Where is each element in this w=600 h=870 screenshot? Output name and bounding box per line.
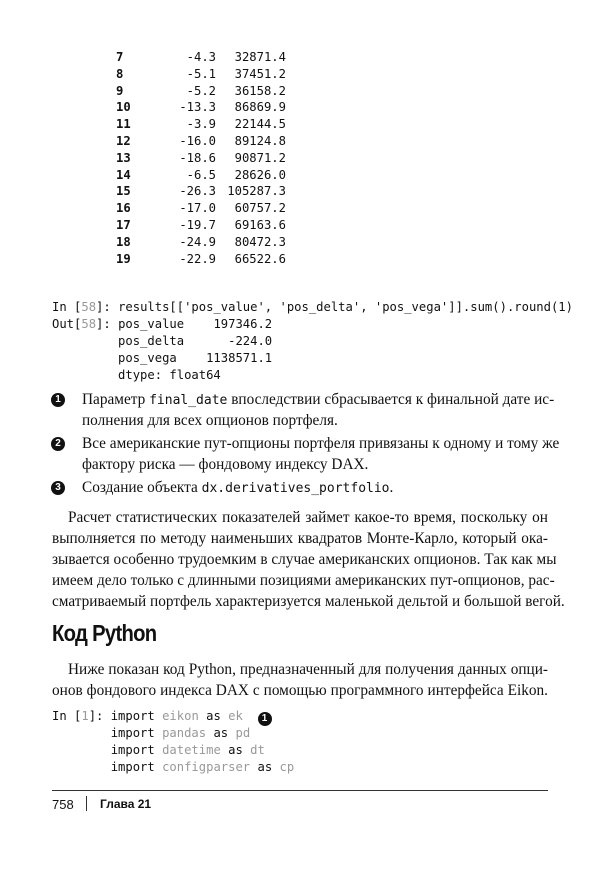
footer-separator bbox=[86, 796, 87, 811]
module-name: pandas bbox=[162, 726, 207, 740]
pos-delta-cell: -5.1 bbox=[186, 66, 216, 81]
in-number: 1 bbox=[81, 709, 89, 723]
paragraph-line: имеем дело только с длинными позициями американских пут-опционов, рас- bbox=[52, 572, 555, 589]
row-index: 13 bbox=[116, 150, 131, 165]
page-number: 758 bbox=[52, 797, 74, 812]
paragraph-line: выполняется по методу наименьших квадратов Монте-Карло, который ока- bbox=[52, 530, 548, 547]
paragraph-line: Ниже показан код Python, предназначенный для получения данных опци- bbox=[68, 661, 548, 678]
keyword-import: import bbox=[110, 760, 155, 774]
indent bbox=[52, 726, 111, 740]
module-alias: dt bbox=[250, 743, 265, 757]
chapter-label: Глава 21 bbox=[100, 797, 152, 811]
note-text: Параметр bbox=[82, 391, 150, 408]
pos-vega-cell: 69163.6 bbox=[234, 218, 286, 232]
pos-delta-cell: -24.9 bbox=[179, 234, 216, 249]
in-prompt: In [ bbox=[52, 300, 82, 314]
pos-delta-cell: -22.9 bbox=[179, 251, 216, 266]
row-index: 17 bbox=[116, 218, 131, 232]
code-line bbox=[52, 725, 294, 742]
callout-3-icon: 3 bbox=[51, 481, 65, 495]
pos-delta-cell: -16.0 bbox=[179, 134, 216, 148]
code-cell-1 bbox=[52, 708, 294, 776]
output-line: pos_vega 1138571.1 bbox=[118, 351, 273, 365]
pos-vega-cell: 22144.5 bbox=[234, 117, 286, 132]
note-code: dx.derivatives_portfolio bbox=[201, 481, 390, 496]
row-index: 9 bbox=[116, 83, 124, 98]
pos-delta-cell: -18.6 bbox=[179, 150, 216, 165]
row-index: 10 bbox=[116, 100, 131, 115]
module-alias: ek bbox=[228, 709, 243, 723]
in-prompt: In [ bbox=[52, 709, 82, 723]
keyword-as: as bbox=[213, 726, 229, 740]
row-index: 7 bbox=[116, 50, 124, 64]
module-alias: cp bbox=[279, 760, 295, 774]
module-name: eikon bbox=[162, 709, 199, 723]
pos-vega-cell: 37451.2 bbox=[234, 66, 286, 81]
pos-delta-cell: -6.5 bbox=[186, 167, 216, 182]
code-cell-58 bbox=[52, 299, 573, 384]
module-alias: pd bbox=[235, 726, 251, 740]
pos-vega-cell: 90871.2 bbox=[234, 150, 286, 165]
callout-2-icon: 2 bbox=[51, 437, 65, 451]
paragraph-line: Расчет статистических показателей займет какое-то время, поскольку он bbox=[68, 509, 548, 526]
pos-vega-cell: 60757.2 bbox=[234, 201, 286, 216]
out-prompt-end: ]: bbox=[96, 317, 119, 331]
row-index: 18 bbox=[116, 234, 131, 249]
callout-1-icon: 1 bbox=[258, 712, 272, 726]
section-heading: Код Python bbox=[52, 620, 157, 646]
note-2-line2: фактору риска — фондовому индексу DAX. bbox=[82, 456, 369, 473]
pos-delta-cell: -3.9 bbox=[186, 117, 216, 132]
code-line bbox=[52, 708, 294, 725]
footer-divider bbox=[52, 790, 548, 791]
output-line: dtype: float64 bbox=[118, 368, 221, 382]
row-index: 15 bbox=[116, 184, 131, 199]
in-prompt-end: ]: bbox=[96, 300, 119, 314]
note-3-line bbox=[82, 477, 393, 499]
pos-delta-cell: -26.3 bbox=[179, 184, 216, 199]
pos-vega-cell: 105287.3 bbox=[227, 184, 286, 199]
out-prompt: Out[ bbox=[52, 317, 82, 331]
code-line bbox=[52, 742, 294, 759]
module-name: datetime bbox=[162, 743, 221, 757]
in-prompt-end: ]: bbox=[88, 709, 111, 723]
pos-vega-cell: 32871.4 bbox=[234, 50, 286, 64]
pos-delta-cell: -17.0 bbox=[179, 201, 216, 216]
pos-vega-cell: 66522.6 bbox=[234, 251, 286, 266]
pos-delta-cell: -5.2 bbox=[186, 83, 216, 98]
note-text: . bbox=[389, 479, 394, 496]
note-2-line: Все американские пут-опционы портфеля привязаны к одному и тому же bbox=[82, 435, 560, 452]
row-index: 14 bbox=[116, 167, 131, 182]
pos-vega-cell: 89124.8 bbox=[234, 134, 286, 148]
pos-delta-cell: -19.7 bbox=[179, 218, 216, 232]
keyword-as: as bbox=[257, 760, 273, 774]
pos-delta-cell: -13.3 bbox=[179, 100, 216, 115]
module-name: configparser bbox=[162, 760, 251, 774]
callout-1-icon: 1 bbox=[51, 393, 65, 407]
row-index: 11 bbox=[116, 117, 131, 132]
paragraph-line: зывается особенно трудоемким в случае американских опционов. Так как мы bbox=[52, 551, 557, 568]
pos-vega-cell: 28626.0 bbox=[234, 167, 286, 182]
pos-delta-cell: -4.3 bbox=[186, 50, 216, 64]
note-1-line2: полнения для всех опционов портфеля. bbox=[82, 412, 338, 429]
indent bbox=[52, 760, 111, 774]
keyword-import: import bbox=[110, 743, 155, 757]
keyword-import: import bbox=[110, 726, 155, 740]
pos-vega-cell: 36158.2 bbox=[234, 83, 286, 98]
keyword-as: as bbox=[228, 743, 243, 757]
note-1-line bbox=[82, 389, 555, 411]
in-number: 58 bbox=[81, 300, 97, 314]
paragraph-line: онов фондового индекса DAX с помощью программного интерфейса Eikon. bbox=[52, 682, 548, 699]
row-index: 8 bbox=[116, 66, 124, 81]
indent bbox=[52, 743, 111, 757]
row-index: 19 bbox=[116, 251, 131, 266]
row-index: 12 bbox=[116, 134, 131, 148]
note-code: final_date bbox=[149, 393, 228, 408]
pos-vega-cell: 80472.3 bbox=[234, 234, 286, 249]
note-text: впоследствии сбрасывается к финальной дате ис- bbox=[227, 391, 555, 408]
output-line: pos_delta -224.0 bbox=[118, 334, 273, 348]
pos-vega-cell: 86869.9 bbox=[234, 100, 286, 115]
note-text: Создание объекта bbox=[82, 479, 202, 496]
code-line bbox=[52, 759, 294, 776]
output-line: pos_value 197346.2 bbox=[118, 317, 273, 331]
out-number: 58 bbox=[81, 317, 97, 331]
input-code: results[['pos_value', 'pos_delta', 'pos_vega']].sum().round(1) bbox=[118, 300, 573, 314]
row-index: 16 bbox=[116, 201, 131, 216]
paragraph-line: сматриваемый портфель характеризуется маленькой дельтой и большой вегой. bbox=[52, 593, 565, 610]
keyword-as: as bbox=[206, 709, 221, 723]
keyword-import: import bbox=[110, 709, 155, 723]
